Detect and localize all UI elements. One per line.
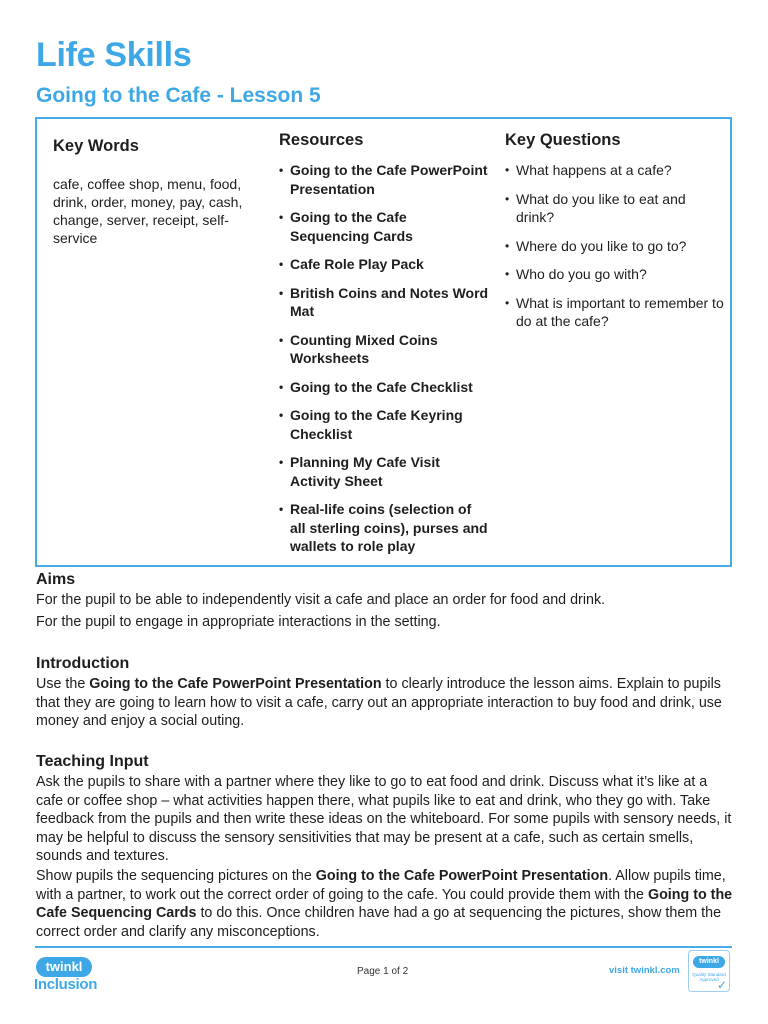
key-words-text: cafe, coffee shop, menu, food, drink, order, money, pay, cash, change, server, receipt, self-service [53, 176, 243, 246]
aims-heading: Aims [36, 571, 76, 588]
resources-column [279, 119, 489, 566]
teaching-resource-ref: Going to the Cafe PowerPoint Presentation [315, 868, 609, 884]
key-words-heading: Key Words [53, 137, 139, 155]
question-item: • What happens at a cafe? [505, 161, 725, 180]
question-item: • What do you like to eat and drink? [505, 190, 725, 227]
teaching-input-paragraph-2 [36, 867, 736, 941]
teaching-input-heading: Teaching Input [36, 753, 149, 770]
resource-item: • Going to the Cafe Keyring Checklist [279, 406, 489, 443]
checkmark-icon: ✓ [716, 978, 727, 992]
key-questions-heading: Key Questions [505, 131, 621, 149]
lesson-subtitle: Going to the Cafe - Lesson 5 [36, 84, 321, 107]
page-number: Page 1 of 2 [357, 966, 409, 977]
resources-heading: Resources [279, 131, 364, 149]
introduction-resource-ref: Going to the Cafe PowerPoint Presentation [89, 676, 382, 692]
resource-item: • Going to the Cafe Sequencing Cards [279, 208, 489, 245]
footer-divider [35, 946, 732, 948]
lesson-overview-box [35, 117, 732, 567]
twinkl-inclusion-logo [34, 957, 100, 993]
resource-item: • Counting Mixed Coins Worksheets [279, 331, 489, 368]
question-item: • Who do you go with? [505, 265, 725, 284]
teaching-input-paragraph-1: Ask the pupils to share with a partner where they like to go to eat food and drink. Discuss what it’s like at a cafe or coffee shop – what activities happen there, what pupils like to eat and drink, who they go with. Take feedback from the pupils and then write these ideas on the whiteboard. For some pupils with sensory needs, it may be helpful to discuss the sensory sensitivities that may be present at a cafe, such as certain smells, sounds and textures. [36, 774, 732, 865]
resource-item: • Real-life coins (selection of all sterling coins), purses and wallets to role play [279, 500, 489, 556]
resource-item: • Cafe Role Play Pack [279, 255, 489, 274]
logo-wordmark: twinkl [36, 957, 92, 977]
key-questions-column [505, 119, 725, 341]
quality-badge-icon [688, 950, 730, 992]
teaching-resource-ref: Going to the Cafe Sequencing Cards [36, 886, 733, 922]
teaching-text: . Allow pupils time, with a partner, to work out the correct order of going to the cafe. You could provide them with the [36, 868, 726, 903]
question-item: • What is important to remember to do at the cafe? [505, 294, 725, 331]
key-questions-list [505, 161, 725, 331]
teaching-text: to do this. Once children have had a go at sequencing the pictures, show them the correct order and clarify any misconceptions. [36, 905, 722, 940]
introduction-text: to clearly introduce the lesson aims. Explain to pupils that they are going to learn how to visit a cafe, carry out an appropriate interaction to buy food and drink, use money and enjoy a social outing. [36, 676, 722, 730]
introduction-paragraph [36, 675, 736, 731]
badge-caption: Quality Standard Approved [692, 972, 726, 982]
question-item: • Where do you like to go to? [505, 237, 725, 256]
aims-paragraph-2: For the pupil to engage in appropriate interactions in the setting. [36, 614, 441, 630]
page-title: Life Skills [36, 36, 192, 74]
resource-item: • British Coins and Notes Word Mat [279, 284, 489, 321]
introduction-heading: Introduction [36, 655, 130, 672]
resource-item: • Going to the Cafe PowerPoint Presentation [279, 161, 489, 198]
key-words-column [53, 119, 258, 247]
aims-paragraph-1: For the pupil to be able to independently visit a cafe and place an order for food and drink. [36, 592, 606, 608]
introduction-text: Use the [36, 676, 90, 692]
visit-link[interactable]: visit twinkl.com [609, 965, 680, 976]
badge-wordmark: twinkl [693, 956, 725, 968]
logo-subtitle: Inclusion [34, 976, 98, 993]
resources-list [279, 161, 489, 556]
teaching-text: Show pupils the sequencing pictures on the [36, 868, 316, 884]
resource-item: • Going to the Cafe Checklist [279, 378, 489, 397]
resource-item: • Planning My Cafe Visit Activity Sheet [279, 453, 489, 490]
